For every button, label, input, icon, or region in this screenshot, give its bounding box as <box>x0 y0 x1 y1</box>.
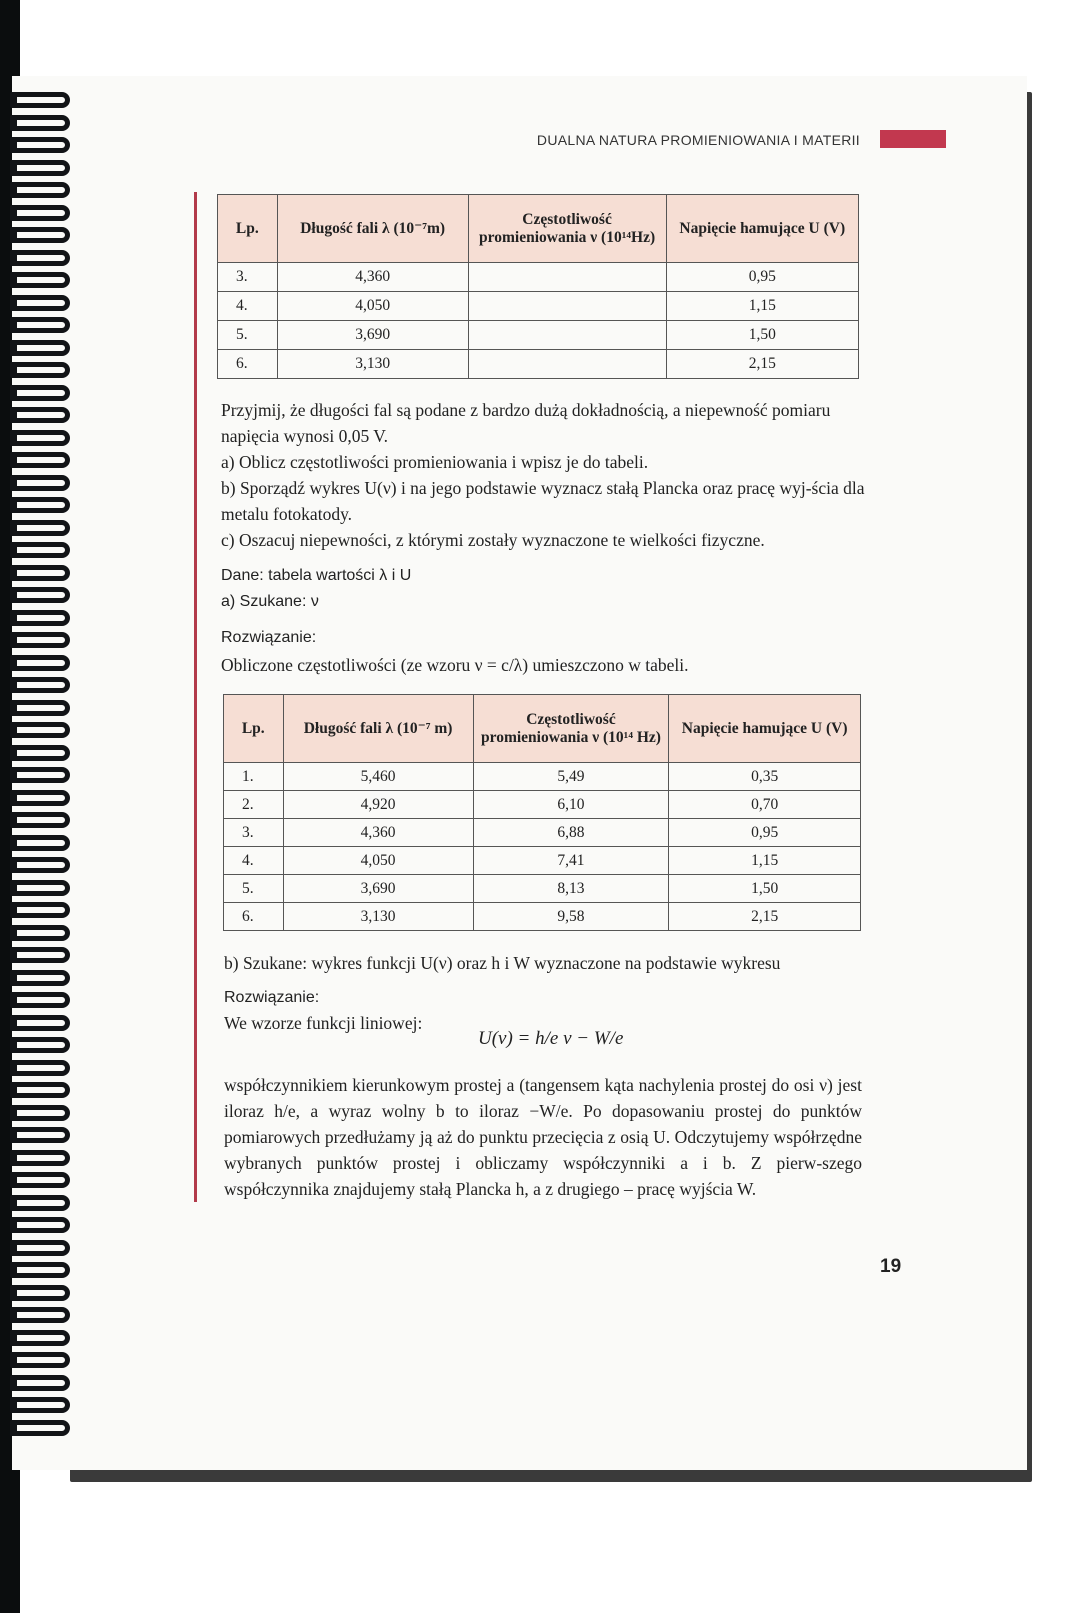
cell-voltage: 1,15 <box>669 847 861 875</box>
linear-intro: We wzorze funkcji liniowej: <box>224 1013 423 1033</box>
cell-lp: 6. <box>224 903 284 931</box>
page-number: 19 <box>880 1256 902 1277</box>
table-2 <box>223 694 861 931</box>
cell-lp: 2. <box>224 791 284 819</box>
cell-frequency <box>468 350 666 379</box>
cell-wavelength: 3,130 <box>277 350 468 379</box>
task-b: b) Sporządź wykres U(ν) i na jego podstawie wyznacz stałą Plancka oraz pracę wyj-ścia dla metalu fotokatody. <box>221 478 865 524</box>
solution-label-b: Rozwiązanie: <box>224 989 320 1006</box>
cell-voltage: 0,95 <box>666 263 859 292</box>
problem-intro: Przyjmij, że długości fal są podane z bardzo dużą dokładnością, a niepewność pomiaru napięcia wynosi 0,05 V. <box>221 400 831 446</box>
task-c: c) Oszacuj niepewności, z którymi zostały wyznaczone te wielkości fizyczne. <box>221 530 765 550</box>
cell-lp: 3. <box>224 819 284 847</box>
cell-lp: 5. <box>218 321 278 350</box>
cell-frequency: 9,58 <box>473 903 669 931</box>
table-row <box>224 903 861 931</box>
header-wavelength: Długość fali λ (10⁻⁷ m) <box>283 695 473 763</box>
cell-frequency: 6,10 <box>473 791 669 819</box>
cell-wavelength: 4,360 <box>283 819 473 847</box>
cell-lp: 4. <box>218 292 278 321</box>
table-2-header <box>224 695 861 763</box>
cell-voltage: 1,15 <box>666 292 859 321</box>
table-1 <box>217 194 859 379</box>
header-wavelength: Długość fali λ (10⁻⁷m) <box>277 195 468 263</box>
cell-frequency: 6,88 <box>473 819 669 847</box>
cell-frequency: 5,49 <box>473 763 669 791</box>
cell-lp: 1. <box>224 763 284 791</box>
cell-wavelength: 3,690 <box>277 321 468 350</box>
cell-wavelength: 4,920 <box>283 791 473 819</box>
table-row <box>218 263 859 292</box>
header-frequency: Częstotliwość promieniowania ν (10¹⁴ Hz) <box>473 695 669 763</box>
table-row <box>218 350 859 379</box>
cell-wavelength: 4,050 <box>283 847 473 875</box>
cell-frequency <box>468 263 666 292</box>
cell-frequency: 8,13 <box>473 875 669 903</box>
solution-label-a: Rozwiązanie: <box>221 629 317 646</box>
cell-voltage: 2,15 <box>666 350 859 379</box>
header-accent-bar <box>880 130 946 148</box>
header-lp: Lp. <box>218 195 278 263</box>
cell-lp: 4. <box>224 847 284 875</box>
cell-frequency: 7,41 <box>473 847 669 875</box>
cell-frequency <box>468 292 666 321</box>
cell-wavelength: 4,360 <box>277 263 468 292</box>
header-frequency: Częstotliwość promieniowania ν (10¹⁴Hz) <box>468 195 666 263</box>
running-head: DUALNA NATURA PROMIENIOWANIA I MATERII <box>536 132 860 148</box>
explanation-paragraph: współczynnikiem kierunkowym prostej a (tangensem kąta nachylenia prostej do osi ν) jest iloraz h/e, a wyraz wolny b to iloraz −W/e. Po dopasowaniu prostej do punktów pomiarowych przedłużamy ją aż do punktu przecięcia z osią U. Odczytujemy współrzędne wybranych punktów prostej i obliczamy współczynniki a i b. Z pierw-szego współczynnika znajdujemy stałą Plancka h, a z drugiego – pracę wyjścia W. <box>224 1075 862 1199</box>
table-row <box>218 321 859 350</box>
cell-lp: 6. <box>218 350 278 379</box>
header-voltage: Napięcie hamujące U (V) <box>666 195 859 263</box>
cell-voltage: 1,50 <box>666 321 859 350</box>
given-data: Dane: tabela wartości λ i U <box>221 567 412 584</box>
task-a: a) Oblicz częstotliwości promieniowania i wpisz je do tabeli. <box>221 452 649 472</box>
table-row <box>224 847 861 875</box>
sought-b: b) Szukane: wykres funkcji U(ν) oraz h i W wyznaczone na podstawie wykresu <box>224 953 781 973</box>
cell-voltage: 2,15 <box>669 903 861 931</box>
table-row <box>224 763 861 791</box>
table-row <box>224 819 861 847</box>
cell-wavelength: 3,690 <box>283 875 473 903</box>
header-lp: Lp. <box>224 695 284 763</box>
cell-lp: 3. <box>218 263 278 292</box>
cell-lp: 5. <box>224 875 284 903</box>
formula: U(ν) = h/e ν − W/e <box>478 1028 624 1049</box>
cell-voltage: 0,35 <box>669 763 861 791</box>
table-row <box>224 791 861 819</box>
cell-wavelength: 3,130 <box>283 903 473 931</box>
table-row <box>224 875 861 903</box>
cell-wavelength: 4,050 <box>277 292 468 321</box>
cell-frequency <box>468 321 666 350</box>
cell-voltage: 1,50 <box>669 875 861 903</box>
solution-a-text: Obliczone częstotliwości (ze wzoru ν = c/λ) umieszczono w tabeli. <box>221 655 689 675</box>
cell-wavelength: 5,460 <box>283 763 473 791</box>
margin-rule <box>194 192 197 1202</box>
table-row <box>218 292 859 321</box>
cell-voltage: 0,70 <box>669 791 861 819</box>
sought-a: a) Szukane: ν <box>221 593 319 610</box>
table-1-header <box>218 195 859 263</box>
cell-voltage: 0,95 <box>669 819 861 847</box>
header-voltage: Napięcie hamujące U (V) <box>669 695 861 763</box>
